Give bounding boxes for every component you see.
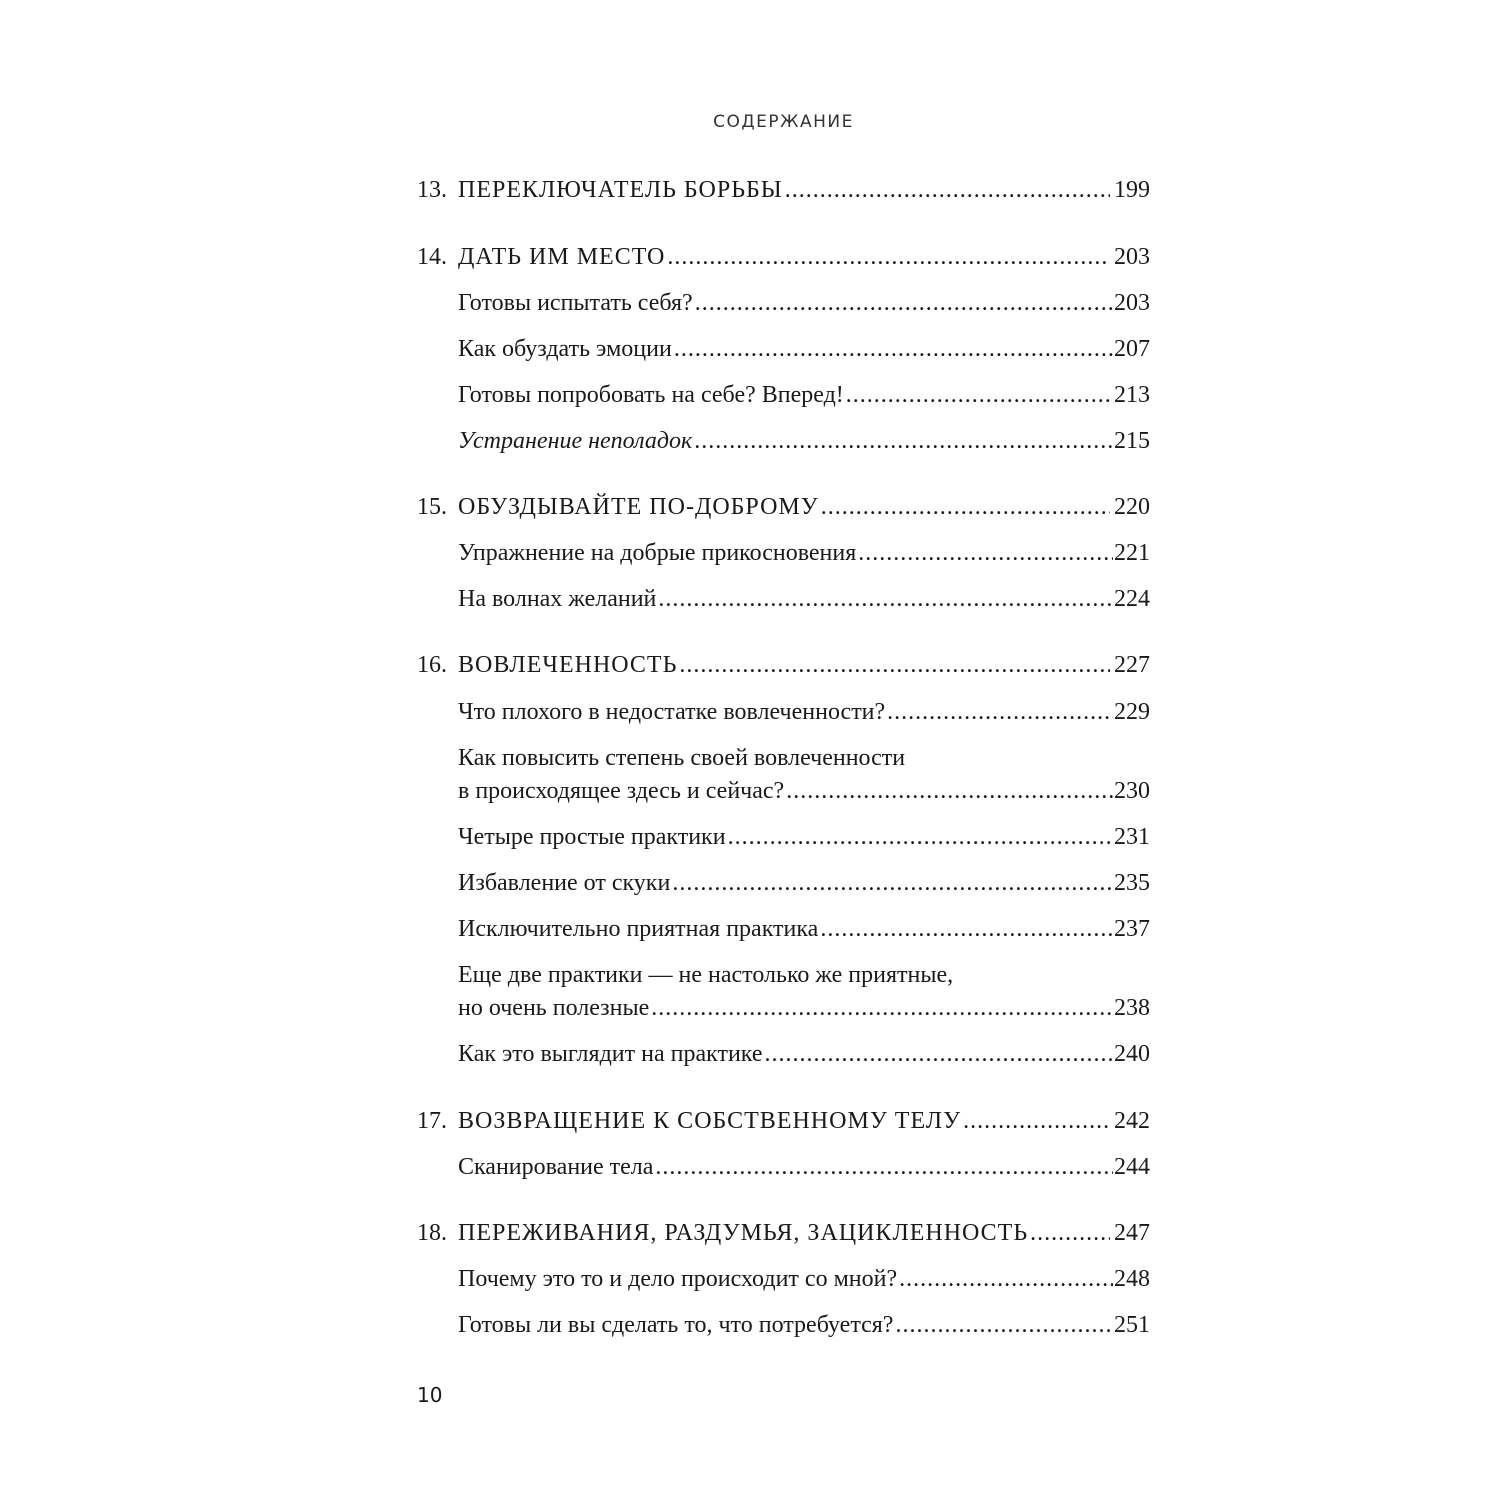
section-line <box>458 288 1150 318</box>
section-line <box>458 380 1150 410</box>
dot-leader <box>667 242 1110 272</box>
section-line <box>458 1039 1150 1069</box>
chapter-number: 17. <box>417 1108 447 1134</box>
page-number: 230 <box>1114 778 1150 804</box>
page-number: 251 <box>1114 1312 1150 1338</box>
page-number: 229 <box>1114 699 1150 725</box>
chapter-14-line <box>417 242 1150 272</box>
page-number: 215 <box>1114 428 1150 454</box>
dot-leader <box>1030 1218 1110 1248</box>
running-head: СОДЕРЖАНИЕ <box>713 112 854 132</box>
page-number: 227 <box>1114 652 1150 678</box>
page-number: 231 <box>1114 824 1150 850</box>
dot-leader <box>679 650 1110 680</box>
section-line <box>458 993 1150 1023</box>
chapter-number: 14. <box>417 244 447 270</box>
chapter-13-line <box>417 175 1150 205</box>
chapter-number: 18. <box>417 1220 447 1246</box>
chapter-title: ВОЗВРАЩЕНИЕ К СОБСТВЕННОМУ ТЕЛУ <box>458 1108 962 1134</box>
chapter-title: ВОВЛЕЧЕННОСТЬ <box>458 652 678 678</box>
chapter-15-line <box>417 492 1150 522</box>
chapter-title: ОБУЗДЫВАЙТЕ ПО-ДОБРОМУ <box>458 494 819 520</box>
section-title-line2: в происходящее здесь и сейчас? <box>458 778 785 804</box>
section-line <box>458 868 1150 898</box>
page-number: 247 <box>1114 1220 1150 1246</box>
section-title-italic: Устранение неполадок <box>458 428 693 454</box>
section-title: Готовы попробовать на себе? Вперед! <box>458 382 844 408</box>
section-line <box>458 1310 1150 1340</box>
dot-leader <box>963 1106 1110 1136</box>
section-title: Готовы испытать себя? <box>458 290 693 316</box>
section-line <box>458 914 1150 944</box>
section-line <box>458 584 1150 614</box>
chapter-title: ДАТЬ ИМ МЕСТО <box>458 244 666 270</box>
page-number: 240 <box>1114 1041 1150 1067</box>
chapter-number: 15. <box>417 494 447 520</box>
page-number: 220 <box>1114 494 1150 520</box>
folio-page-number: 10 <box>417 1383 443 1407</box>
section-line <box>458 538 1150 568</box>
page-number: 235 <box>1114 870 1150 896</box>
page-number: 237 <box>1114 916 1150 942</box>
dot-leader <box>858 538 1113 568</box>
section-title: Исключительно приятная практика <box>458 916 819 942</box>
dot-leader <box>846 380 1113 410</box>
page-number: 248 <box>1114 1266 1150 1292</box>
dot-leader <box>694 426 1113 456</box>
chapter-16-line <box>417 650 1150 680</box>
section-title: Избавление от скуки <box>458 870 671 896</box>
dot-leader <box>785 175 1110 205</box>
chapter-number: 13. <box>417 177 447 203</box>
page-number: 203 <box>1114 244 1150 270</box>
dot-leader <box>655 1152 1113 1182</box>
chapter-17-line <box>417 1106 1150 1136</box>
page-number: 213 <box>1114 382 1150 408</box>
section-title: Упражнение на добрые прикосновения <box>458 540 857 566</box>
page-number: 207 <box>1114 336 1150 362</box>
dot-leader <box>821 492 1110 522</box>
dot-leader <box>887 697 1113 727</box>
page-number: 221 <box>1114 540 1150 566</box>
section-title: Готовы ли вы сделать то, что потребуется? <box>458 1312 894 1338</box>
page-number: 242 <box>1114 1108 1150 1134</box>
section-line <box>458 426 1150 456</box>
dot-leader <box>895 1310 1113 1340</box>
section-title-line2: но очень полезные <box>458 995 650 1021</box>
section-line <box>458 776 1150 806</box>
section-title-line1: Еще две практики — не настолько же приятные, <box>458 962 954 988</box>
page-number: 224 <box>1114 586 1150 612</box>
dot-leader <box>765 1039 1114 1069</box>
dot-leader <box>820 914 1113 944</box>
dot-leader <box>672 868 1113 898</box>
section-line <box>458 822 1150 852</box>
page-number: 238 <box>1114 995 1150 1021</box>
section-title: Четыре простые практики <box>458 824 726 850</box>
section-title: Как это выглядит на практике <box>458 1041 763 1067</box>
section-title: Почему это то и дело происходит со мной? <box>458 1266 898 1292</box>
page-number: 244 <box>1114 1154 1150 1180</box>
dot-leader <box>651 993 1113 1023</box>
chapter-title: ПЕРЕКЛЮЧАТЕЛЬ БОРЬБЫ <box>458 177 783 203</box>
dot-leader <box>695 288 1113 318</box>
section-title: Сканирование тела <box>458 1154 654 1180</box>
section-line <box>458 1152 1150 1182</box>
dot-leader <box>658 584 1113 614</box>
section-title: Что плохого в недостатке вовлеченности? <box>458 699 886 725</box>
dot-leader <box>674 334 1113 364</box>
chapter-title: ПЕРЕЖИВАНИЯ, РАЗДУМЬЯ, ЗАЦИКЛЕННОСТЬ <box>458 1220 1029 1246</box>
page-number: 203 <box>1114 290 1150 316</box>
page-number: 199 <box>1114 177 1150 203</box>
chapter-number: 16. <box>417 652 447 678</box>
section-line <box>458 1264 1150 1294</box>
dot-leader <box>899 1264 1113 1294</box>
section-title-line1: Как повысить степень своей вовлеченности <box>458 745 906 771</box>
section-title: На волнах желаний <box>458 586 657 612</box>
section-line <box>458 697 1150 727</box>
chapter-18-line <box>417 1218 1150 1248</box>
dot-leader <box>728 822 1113 852</box>
dot-leader <box>786 776 1113 806</box>
section-title: Как обуздать эмоции <box>458 336 672 362</box>
section-line <box>458 334 1150 364</box>
